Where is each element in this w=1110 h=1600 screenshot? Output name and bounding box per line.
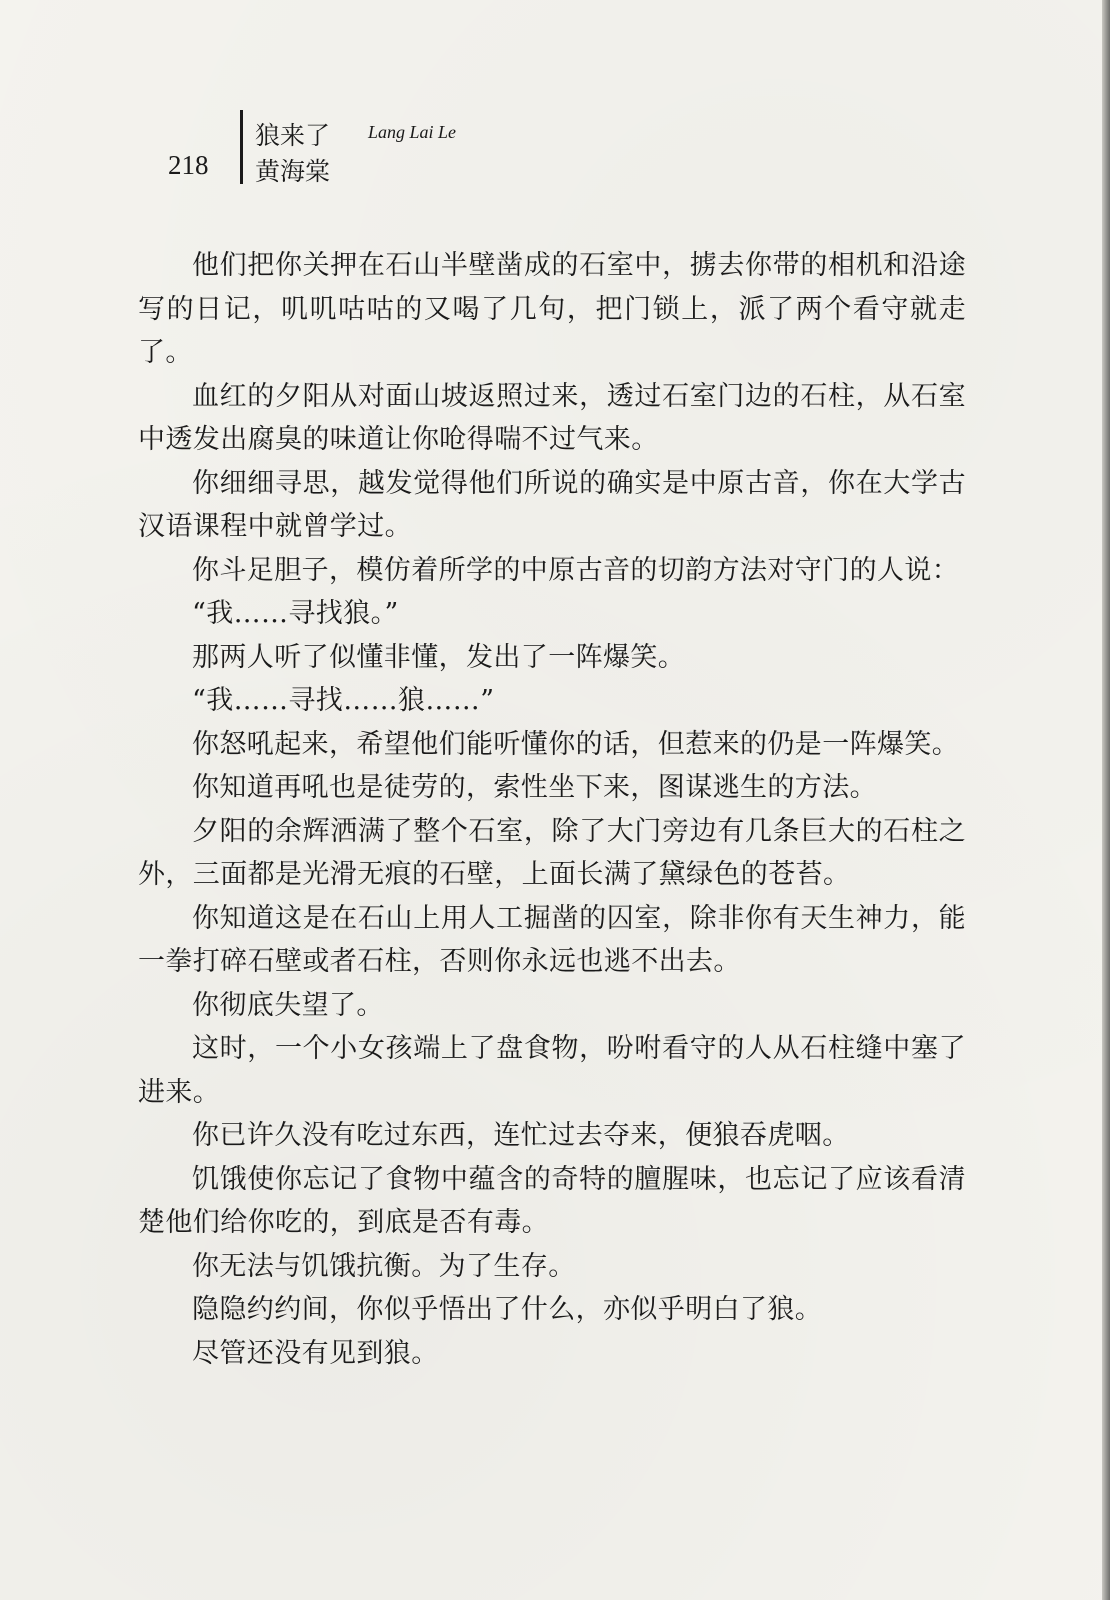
paragraph: 夕阳的余辉洒满了整个石室，除了大门旁边有几条巨大的石柱之外，三面都是光滑无痕的石壁，上面长满了黛绿色的苍苔。 [138,815,966,890]
paragraph: 你无法与饥饿抗衡。为了生存。 [192,1250,576,1282]
paragraph: 这时，一个小女孩端上了盘食物，吩咐看守的人从石柱缝中塞了进来。 [138,1033,966,1108]
paragraph: “我……寻找狼。” [192,598,399,629]
page-number: 218 [168,150,209,180]
paragraph: 你知道再吼也是徒劳的，索性坐下来，图谋逃生的方法。 [192,772,877,803]
paragraph: 你知道这是在石山上用人工掘凿的囚室，除非你有天生神力，能一拳打碎石壁或者石柱，否则你永远也逃不出去。 [138,902,966,977]
paragraph: 尽管还没有见到狼。 [192,1337,439,1369]
header-divider [240,110,243,184]
book-title-pinyin: Lang Lai Le [368,122,457,142]
paragraph: 你已许久没有吃过东西，连忙过去夺来，便狼吞虎咽。 [192,1120,850,1151]
paragraph: 饥饿使你忘记了食物中蕴含的奇特的膻腥味，也忘记了应该看清楚他们给你吃的，到底是否有毒。 [138,1163,966,1238]
book-title: 狼来了 [255,121,331,150]
page-edge-shadow [1102,0,1110,1600]
paragraph: 你斗足胆子，模仿着所学的中原古音的切韵方法对守门的人说： [192,554,960,586]
paragraph: 你细细寻思，越发觉得他们所说的确实是中原古音，你在大学古汉语课程中就曾学过。 [138,467,966,542]
body-text [138,244,966,1375]
running-header [160,110,660,190]
author-name: 黄海棠 [255,157,331,186]
paragraph: 隐隐约约间，你似乎悟出了什么，亦似乎明白了狼。 [192,1294,823,1325]
paragraph: “我……寻找……狼……” [192,685,495,716]
paragraph: 你怒吼起来，希望他们能听懂你的话，但惹来的仍是一阵爆笑。 [192,728,960,760]
paragraph: 那两人听了似懂非懂，发出了一阵爆笑。 [192,641,686,673]
paragraph: 血红的夕阳从对面山坡返照过来，透过石室门边的石柱，从石室中透发出腐臭的味道让你呛得喘不过气来。 [138,380,966,455]
paragraph: 你彻底失望了。 [192,989,384,1021]
paragraph: 他们把你关押在石山半壁凿成的石室中，掳去你带的相机和沿途写的日记，叽叽咕咕的又喝了几句，把门锁上，派了两个看守就走了。 [138,250,966,368]
